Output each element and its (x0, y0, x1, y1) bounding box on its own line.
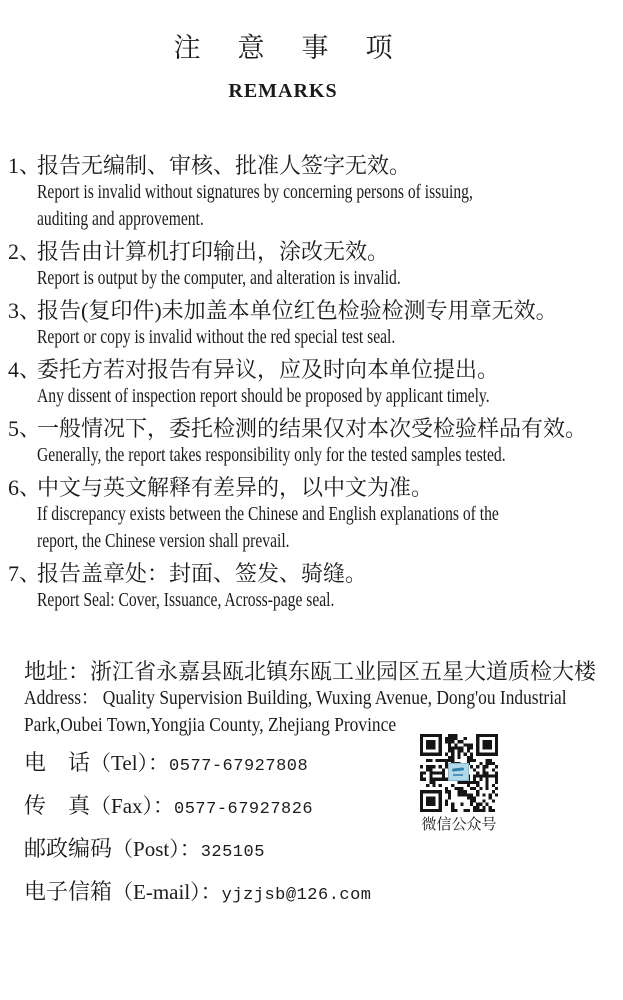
contact-row-email (24, 878, 623, 905)
remarks-list (8, 152, 623, 614)
remark-number: 6、 (8, 475, 42, 500)
post-value: 325105 (200, 843, 265, 862)
email-label-en: （E-mail）： (112, 880, 222, 904)
remark-item-2 (8, 238, 623, 292)
remark-number: 3、 (8, 298, 42, 323)
qr-caption: 微信公众号 (421, 817, 497, 833)
remark-en-line: Report is invalid without signatures by concerning persons of issuing, (37, 181, 473, 203)
remark-en-line: Report is output by the computer, and alteration is invalid. (37, 267, 401, 289)
remark-number: 7、 (8, 561, 42, 586)
remark-number: 4、 (8, 357, 42, 382)
remark-number: 2、 (8, 239, 42, 264)
contact-row-post (24, 835, 623, 862)
address-cn: 地址：浙江省永嘉县瓯北镇东瓯工业园区五星大道质检大楼 (24, 659, 597, 684)
remark-item-4 (8, 356, 623, 410)
remark-number: 5、 (8, 416, 42, 441)
remark-cn: 报告(复印件)未加盖本单位红色检验检测专用章无效。 (37, 298, 558, 323)
remark-item-7 (8, 560, 623, 614)
remark-cn: 委托方若对报告有异议，应及时向本单位提出。 (37, 357, 500, 382)
remark-en-line: report, the Chinese version shall prevail. (37, 530, 290, 552)
remark-cn: 报告盖章处：封面、签发、骑缝。 (37, 561, 368, 586)
remark-en-line: Report Seal: Cover, Issuance, Across-page seal. (37, 589, 335, 611)
remark-cn: 一般情况下，委托检测的结果仅对本次受检验样品有效。 (37, 416, 588, 441)
qr-center-logo (448, 763, 469, 781)
contact-rows (24, 749, 623, 905)
address-en-line: Address： Quality Supervision Building, Wuxing Avenue, Dong'ou Industrial (24, 687, 567, 709)
contact-footer (24, 658, 623, 905)
contact-row-tel (24, 749, 623, 776)
remark-en-line: Any dissent of inspection report should be proposed by applicant timely. (37, 385, 490, 407)
page-header (0, 0, 566, 103)
remark-en-line: If discrepancy exists between the Chinese and English explanations of the (37, 503, 499, 525)
remark-cn: 中文与英文解释有差异的，以中文为准。 (37, 475, 434, 500)
fax-label-en: （Fax）： (90, 794, 175, 818)
remark-en-line: Generally, the report takes responsibility only for the tested samples tested. (37, 444, 506, 466)
tel-value: 0577-67927808 (169, 757, 309, 776)
remark-en-line: Report or copy is invalid without the red special test seal. (37, 326, 396, 348)
tel-label: 电 话 (24, 750, 91, 775)
email-value: yjzjsb@126.com (221, 886, 372, 905)
remark-item-3 (8, 297, 623, 351)
tel-label-en: （Tel）： (90, 751, 170, 775)
contact-row-fax (24, 792, 623, 819)
remark-cn: 报告由计算机打印输出，涂改无效。 (37, 239, 390, 264)
address-en-line: Park,Oubei Town,Yongjia County, Zhejiang Province (24, 714, 397, 736)
post-label-en: （Post）： (112, 837, 201, 861)
page-subtitle: REMARKS (228, 80, 338, 102)
fax-label: 传 真 (24, 793, 91, 818)
remark-en-line: auditing and approvement. (37, 208, 204, 230)
remark-item-6 (8, 474, 623, 555)
email-label: 电子信箱 (24, 879, 113, 904)
post-label: 邮政编码 (24, 836, 113, 861)
remark-cn: 报告无编制、审核、批准人签字无效。 (37, 153, 412, 178)
remark-item-5 (8, 415, 623, 469)
wechat-qr-code (420, 734, 498, 812)
remark-item-1 (8, 152, 623, 233)
remark-number: 1、 (8, 153, 42, 178)
fax-value: 0577-67927826 (174, 800, 314, 819)
page-title: 注 意 事 项 (173, 33, 398, 63)
